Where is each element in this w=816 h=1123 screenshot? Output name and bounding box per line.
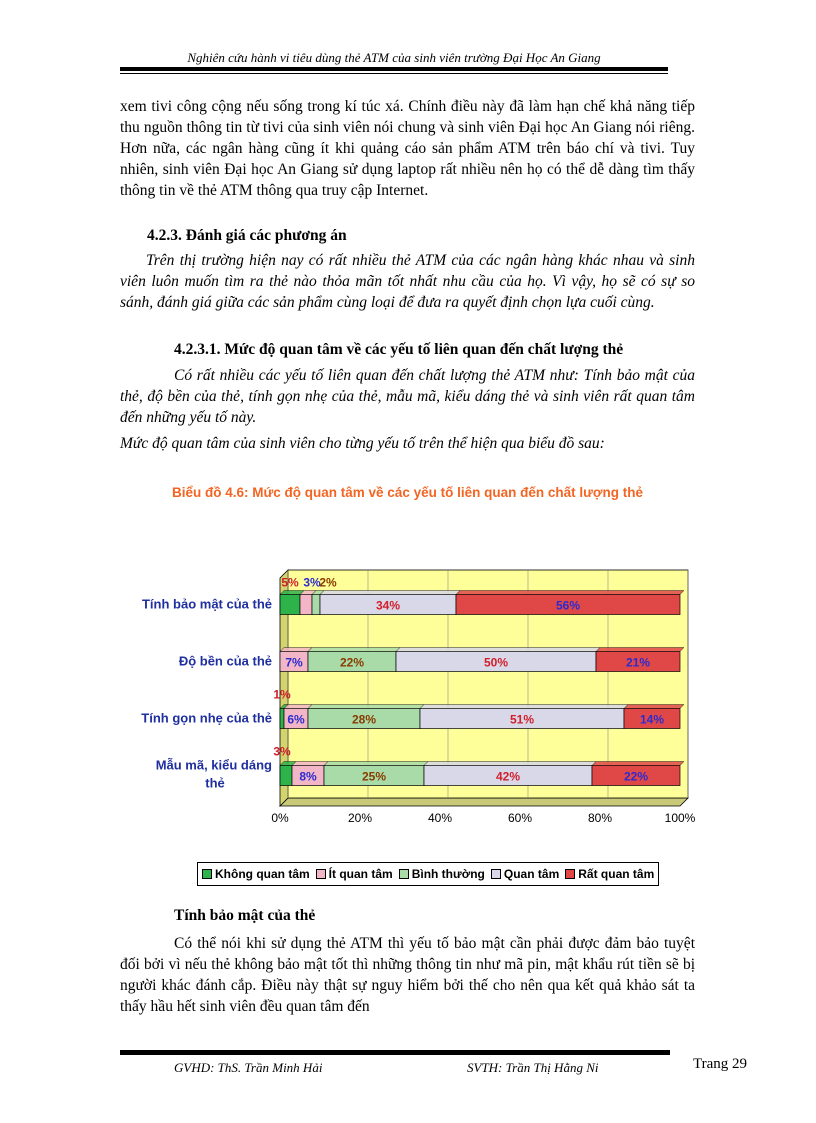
data-label: 51% [509, 712, 535, 727]
bar-segment-top [396, 648, 600, 652]
legend-item [491, 867, 559, 881]
legend-label: Bình thường [411, 867, 485, 881]
data-label: 3% [303, 575, 321, 590]
data-label: 8% [299, 769, 317, 784]
data-label: 5% [281, 575, 299, 590]
category-label: Mẫu mã, kiểu dáng [155, 757, 272, 773]
legend-item [399, 867, 485, 881]
footer-student: SVTH: Trần Thị Hằng Ni [467, 1060, 599, 1075]
legend-swatch [202, 869, 212, 879]
x-tick-label: 60% [507, 811, 533, 825]
category-label: Độ bền của thẻ [178, 653, 272, 669]
paragraph-4: Mức độ quan tâm của sinh viên cho từng yếu tố trên thể hiện qua biểu đồ sau: [120, 435, 605, 452]
running-header: Nghiên cứu hành vi tiêu dùng thẻ ATM của sinh viên trường Đại Học An Giang [187, 50, 601, 65]
footer-advisor: GVHD: ThS. Trần Minh Hải [174, 1060, 323, 1075]
footer-rule [120, 1050, 670, 1055]
x-tick-label: 0% [271, 811, 289, 825]
header-rule-thin [120, 73, 668, 74]
legend-label: Không quan tâm [215, 867, 310, 881]
paragraph-1: xem tivi công cộng nếu sống trong kí túc xá. Chính điều này đã làm hạn chế khả năng tiếp thu nguồn thông tin từ tivi của sinh viên nói chung và sinh viên Đại học An Giang nói riêng. Hơn nữa, các ngân hàng cũng ít khi quảng cáo sản phẩm ATM trên báo chí và tivi. Tuy nhiên, sinh viên Đại học An Giang sử dụng laptop rất nhiều nên họ có thể dễ dàng tìm thấy thông tin về thẻ ATM thông qua truy cập Internet. [120, 98, 695, 199]
bar-segment-top [320, 591, 460, 595]
data-label: 22% [623, 769, 649, 784]
data-label: 7% [285, 655, 303, 670]
x-tick-label: 100% [664, 811, 696, 825]
bar-segment-top [284, 705, 312, 709]
chart-legend [197, 862, 659, 886]
data-label: 3% [273, 744, 291, 759]
category-label: Tính bảo mật của thẻ [141, 596, 272, 612]
bar-segment-top [420, 705, 628, 709]
legend-swatch [491, 869, 501, 879]
legend-swatch [399, 869, 409, 879]
legend-swatch [565, 869, 575, 879]
section-heading-4-2-3: 4.2.3. Đánh giá các phương án [147, 227, 347, 244]
page-number: Trang 29 [693, 1056, 748, 1072]
stacked-bar-chart [120, 540, 700, 830]
x-tick-label: 40% [427, 811, 453, 825]
subheading-security: Tính bảo mật của thẻ [174, 907, 316, 924]
data-label: 14% [639, 712, 665, 727]
data-label: 56% [555, 598, 581, 613]
bar-segment [280, 595, 300, 615]
bar-segment-top [424, 762, 596, 766]
legend-item [565, 867, 654, 881]
paragraph-3: Có rất nhiều các yếu tố liên quan đến chất lượng thẻ ATM như: Tính bảo mật của thẻ, độ bền của thẻ, tính gọn nhẹ của thẻ, mẫu mã, kiểu dáng thẻ và sinh viên rất quan tâm đến những yếu tố này. [120, 367, 695, 426]
header-rule [120, 67, 668, 71]
legend-label: Ít quan tâm [328, 867, 393, 881]
plot-floor [280, 798, 688, 806]
data-label: 1% [273, 687, 291, 702]
legend-label: Quan tâm [503, 867, 560, 881]
bar-segment-top [592, 762, 684, 766]
bar-segment [280, 766, 292, 786]
legend-label: Rất quan tâm [578, 867, 655, 881]
bar-segment-top [624, 705, 684, 709]
bar-segment [300, 595, 312, 615]
data-label: 28% [351, 712, 377, 727]
bar-segment-top [456, 591, 684, 595]
legend-swatch [316, 869, 326, 879]
bar-segment-top [596, 648, 684, 652]
data-label: 22% [339, 655, 365, 670]
data-label: 42% [495, 769, 521, 784]
x-tick-label: 20% [347, 811, 373, 825]
data-label: 21% [625, 655, 651, 670]
x-tick-label: 80% [587, 811, 613, 825]
bar-segment-top [292, 762, 328, 766]
section-heading-4-2-3-1: 4.2.3.1. Mức độ quan tâm về các yếu tố liên quan đến chất lượng thẻ [174, 341, 624, 358]
category-label-line2: thẻ [205, 775, 225, 791]
paragraph-2: Trên thị trường hiện nay có rất nhiều thẻ ATM của các ngân hàng khác nhau và sinh viên luôn muốn tìm ra thẻ nào thỏa mãn tốt nhất nhu cầu của họ. Vì vậy, họ sẽ có sự so sánh, đánh giá giữa các sản phẩm cùng loại để đưa ra quyết định chọn lựa cuối cùng. [120, 252, 695, 311]
data-label: 25% [361, 769, 387, 784]
paragraph-5: Có thể nói khi sử dụng thẻ ATM thì yếu tố bảo mật cần phải được đảm bảo tuyệt đối bởi vì nếu thẻ không bảo mật tốt thì những thông tin như mã pin, mật khẩu rút tiền sẽ bị người khác đánh cắp. Điều này thật sự nguy hiểm bởi thế cho nên qua kết quả khảo sát ta thấy hầu hết sinh viên đều quan tâm đến [120, 935, 695, 1015]
data-label: 2% [319, 575, 337, 590]
data-label: 50% [483, 655, 509, 670]
bar-segment [280, 709, 284, 729]
data-label: 34% [375, 598, 401, 613]
chart-title: Biểu đồ 4.6: Mức độ quan tâm về các yếu tố liên quan đến chất lượng thẻ [172, 485, 643, 500]
bar-segment-top [280, 648, 312, 652]
bar-segment [312, 595, 320, 615]
category-label: Tính gọn nhẹ của thẻ [141, 710, 272, 726]
bar-segment-top [308, 648, 400, 652]
bar-segment-top [324, 762, 428, 766]
legend-item [316, 867, 393, 881]
bar-segment-top [308, 705, 424, 709]
legend-item [202, 867, 310, 881]
data-label: 6% [287, 712, 305, 727]
